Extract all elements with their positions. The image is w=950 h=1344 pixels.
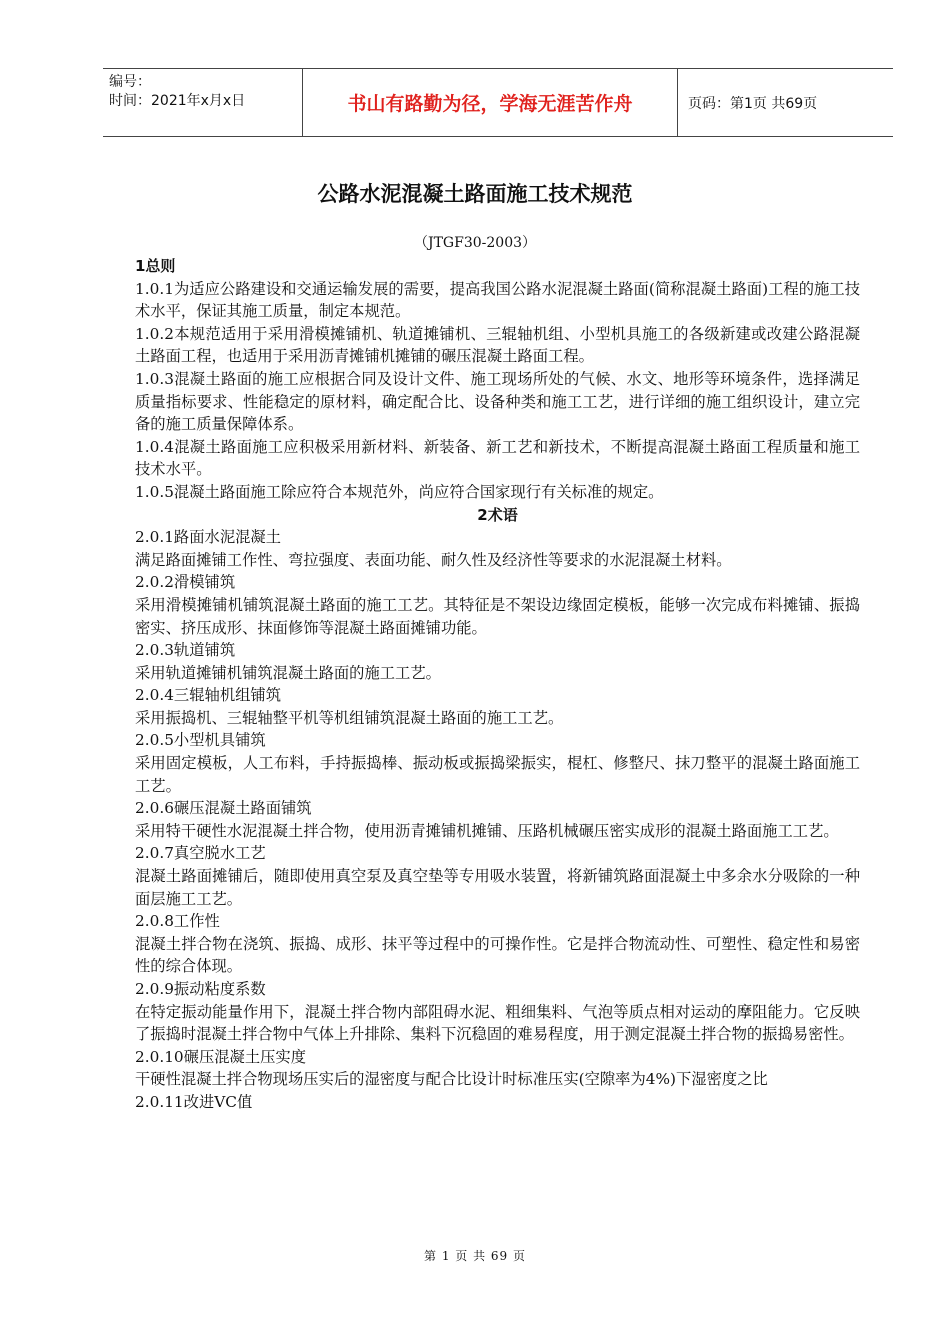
term-heading: 2.0.9振动粘度系数 — [135, 980, 266, 998]
paragraph: 采用滑模摊铺机铺筑混凝土路面的施工工艺。其特征是不架设边缘固定模板，能够一次完成布料摊铺、振捣密实、挤压成形、抹面修饰等混凝土路面摊铺功能。 — [135, 595, 860, 637]
standard-code: （JTGF30-2003） — [413, 235, 537, 251]
paragraph: 满足路面摊铺工作性、弯拉强度、表面功能、耐久性及经济性等要求的水泥混凝土材料。 — [135, 550, 732, 569]
paragraph: 采用振捣机、三辊轴整平机等机组铺筑混凝土路面的施工工艺。 — [135, 708, 564, 727]
term-heading: 2.0.11改进VC值 — [135, 1092, 253, 1111]
document-title: 公路水泥混凝土路面施工技术规范 — [317, 182, 633, 206]
term-heading: 2.0.7真空脱水工艺 — [135, 844, 266, 863]
term-heading: 2.0.2滑模铺筑 — [135, 573, 236, 592]
paragraph: 混凝土路面摊铺后，随即使用真空泵及真空垫等专用吸水装置，将新铺筑路面混凝土中多余水分吸除的一种面层施工工艺。 — [135, 867, 860, 908]
header-left-cell — [103, 69, 303, 136]
paragraph: 在特定振动能量作用下，混凝土拌合物内部阻碍水泥、粗细集料、气泡等质点相对运动的摩阻能力。它反映了振捣时混凝土拌合物中气体上升排除、集料下沉稳固的难易程度，用于测定混凝土拌合物的振捣易密性。 — [135, 1002, 860, 1044]
term-heading: 2.0.5小型机具铺筑 — [135, 731, 266, 750]
paragraph: 1.0.5混凝土路面施工除应符合本规范外，尚应符合国家现行有关标准的规定。 — [135, 482, 664, 501]
paragraph: 1.0.3混凝土路面的施工应根据合同及设计文件、施工现场所处的气候、水文、地形等环境条件，选择满足质量指标要求、性能稳定的原材料，确定配合比、设备种类和施工工艺，进行详细的施工组织设计，建立完备的施工质量保障体系。 — [135, 369, 860, 434]
document-body — [135, 255, 860, 1114]
term-heading: 2.0.1路面水泥混凝土 — [135, 528, 282, 547]
term-heading: 2.0.4三辊轴机组铺筑 — [135, 686, 282, 705]
paragraph: 采用特干硬性水泥混凝土拌合物，使用沥青摊铺机摊铺、压路机械碾压密实成形的混凝土路面施工工艺。 — [135, 821, 839, 840]
paragraph: 1.0.4混凝土路面施工应积极采用新材料、新装备、新工艺和新技术，不断提高混凝土路面工程质量和施工技术水平。 — [135, 437, 860, 479]
motto: 书山有路勤为径，学海无涯苦作舟 — [303, 69, 678, 136]
section-heading: 1总则 — [135, 257, 176, 275]
page-footer: 第 1 页 共 69 页 — [424, 1249, 526, 1263]
paragraph: 1.0.1为适应公路建设和交通运输发展的需要，提高我国公路水泥混凝土路面(简称混凝土路面)工程的施工技术水平，保证其施工质量，制定本规范。 — [135, 279, 860, 321]
term-heading: 2.0.10碾压混凝土压实度 — [135, 1047, 307, 1066]
section-heading: 2术语 — [477, 505, 518, 524]
paragraph: 干硬性混凝土拌合物现场压实后的湿密度与配合比设计时标准压实(空隙率为4%)下湿密度之比 — [135, 1070, 768, 1089]
term-heading: 2.0.6碾压混凝土路面铺筑 — [135, 799, 312, 818]
date-label: 时间：2021年x月x日 — [109, 93, 246, 109]
term-heading: 2.0.3轨道铺筑 — [135, 641, 236, 660]
number-label: 编号： — [109, 74, 151, 90]
paragraph: 采用固定模板，人工布料，手持振捣棒、振动板或振捣梁振实，棍杠、修整尺、抹刀整平的混凝土路面施工工艺。 — [135, 754, 860, 795]
page-info: 页码：第1页 共69页 — [688, 95, 818, 112]
term-heading: 2.0.8工作性 — [135, 912, 220, 931]
page-header — [103, 68, 893, 137]
paragraph: 采用轨道摊铺机铺筑混凝土路面的施工工艺。 — [135, 663, 441, 682]
paragraph: 混凝土拌合物在浇筑、振捣、成形、抹平等过程中的可操作性。它是拌合物流动性、可塑性、稳定性和易密性的综合体现。 — [135, 934, 860, 976]
paragraph: 1.0.2本规范适用于采用滑模摊铺机、轨道摊铺机、三辊轴机组、小型机具施工的各级新建或改建公路混凝土路面工程，也适用于采用沥青摊铺机摊铺的碾压混凝土路面工程。 — [135, 324, 860, 366]
